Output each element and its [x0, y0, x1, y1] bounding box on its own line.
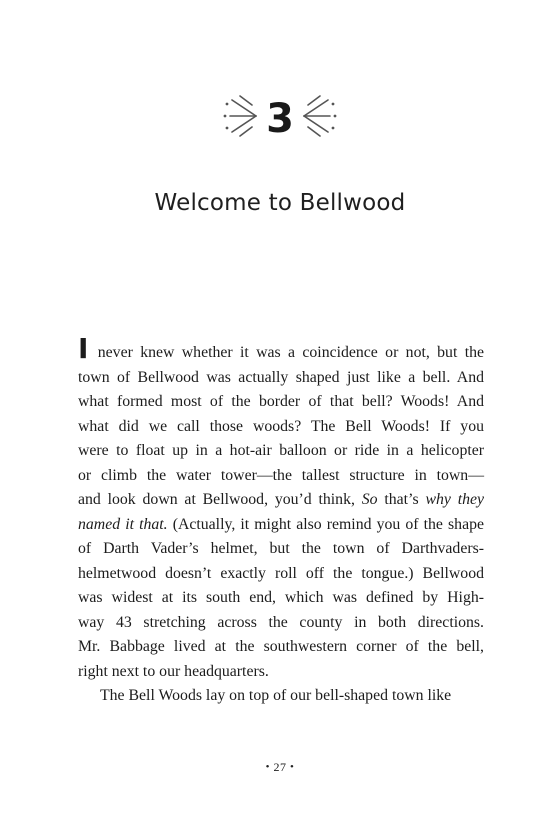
- chapter-body-text: [78, 332, 485, 709]
- italic-phrase: why they: [425, 491, 485, 508]
- drop-cap: I: [78, 332, 89, 365]
- text-line: I never knew whether it was a coincidence or not, but the: [78, 332, 484, 365]
- text-line: and look down at Bellwood, you’d think, So that’s why they: [78, 491, 485, 508]
- text-line: helmetwood doesn’t exactly roll off the tongue.) Bellwood: [78, 564, 484, 582]
- chapter-title: Welcome to Bellwood: [154, 190, 406, 216]
- bullet: •: [265, 761, 270, 773]
- text-line: what did we call those woods? The Bell Woods! If you: [78, 417, 484, 435]
- text-line: of Darth Vader’s helmet, but the town of Darthvaders-: [78, 540, 484, 557]
- text-line: named it that. (Actually, it might also remind you of the shape: [78, 515, 484, 533]
- page-number-footer: [0, 760, 560, 775]
- text-line: was widest at its south end, which was defined by High-: [78, 589, 484, 606]
- right-burst-arrows-icon: [304, 96, 330, 136]
- text-line: way 43 stretching across the county in both directions.: [78, 613, 484, 631]
- text-line: right next to our headquarters.: [78, 662, 269, 680]
- text-line: town of Bellwood was actually shaped just like a bell. And: [78, 368, 484, 386]
- italic-phrase: named it that.: [78, 515, 168, 533]
- italic-phrase: So: [361, 491, 378, 508]
- text-line: The Bell Woods lay on top of our bell-shaped town like: [100, 687, 452, 704]
- text-line: Mr. Babbage lived at the southwestern corner of the bell,: [78, 638, 484, 655]
- text-line: what formed most of the border of that bell? Woods! And: [78, 393, 484, 410]
- bullet: •: [290, 761, 295, 773]
- left-burst-arrows-icon: [230, 96, 256, 136]
- chapter-number: 3: [266, 96, 294, 142]
- text-line: were to float up in a hot-air balloon or ride in a helicopter: [78, 442, 484, 459]
- text-line: or climb the water tower—the tallest structure in town—: [78, 466, 484, 484]
- page-number: 27: [273, 760, 287, 774]
- chapter-ornament: [0, 90, 560, 142]
